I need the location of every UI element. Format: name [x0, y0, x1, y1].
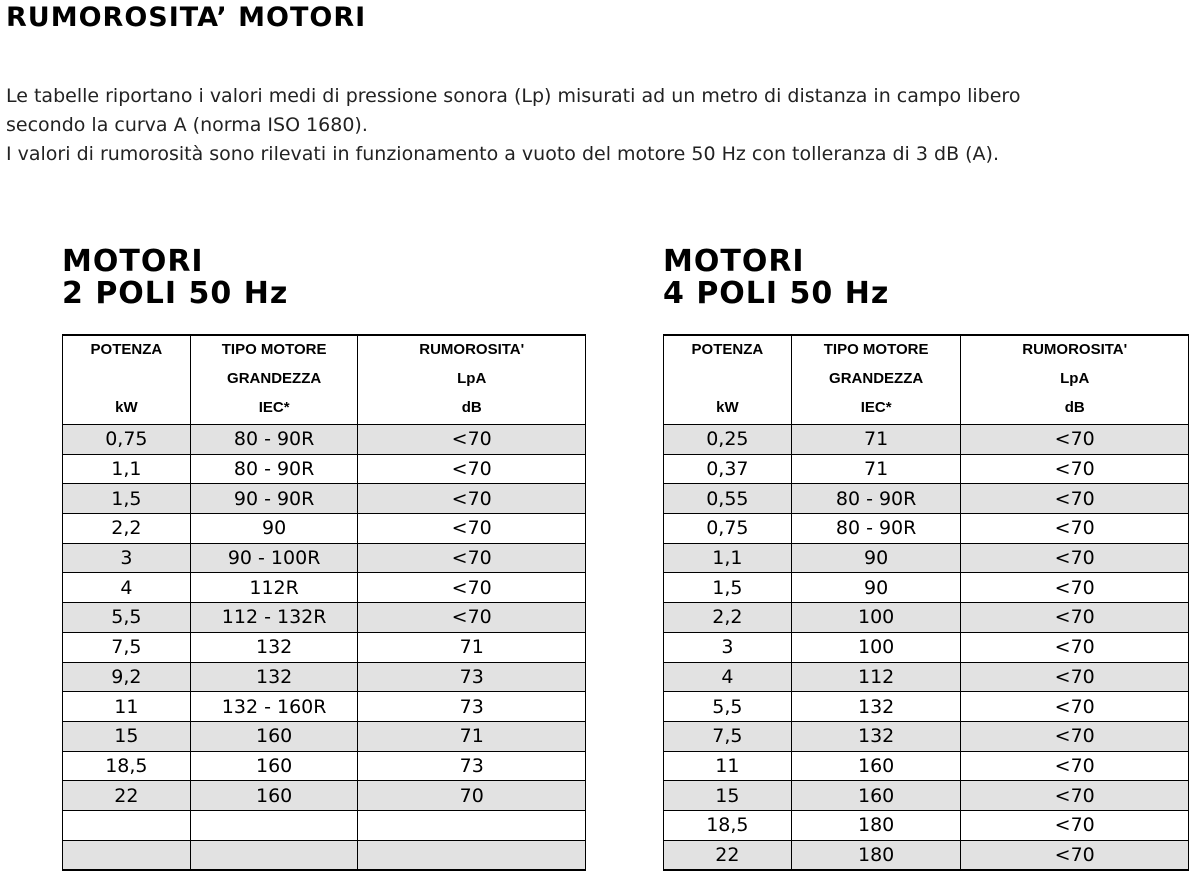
header-line: dB [461, 399, 482, 416]
section-title-line: 4 POLI 50 Hz [663, 276, 890, 311]
cell-noise: <70 [358, 425, 586, 455]
section-title-line: MOTORI [663, 244, 805, 279]
cell-noise: <70 [961, 692, 1189, 722]
header-noise [358, 335, 586, 425]
cell-power: 4 [664, 662, 792, 692]
section-title-line: MOTORI [62, 244, 204, 279]
header-line: GRANDEZZA [227, 370, 322, 387]
header-line: GRANDEZZA [829, 370, 924, 387]
cell-power: 0,37 [664, 454, 792, 484]
table-row [664, 425, 1189, 455]
section-title-line: 2 POLI 50 Hz [62, 276, 289, 311]
cell-noise: <70 [961, 425, 1189, 455]
cell-power [63, 810, 191, 840]
intro-text [6, 82, 1186, 169]
cell-power: 7,5 [63, 632, 191, 662]
header-line: TIPO MOTORE [221, 341, 327, 358]
cell-motor-type: 132 [190, 662, 358, 692]
header-line: LpA [1060, 370, 1090, 387]
header-line: TIPO MOTORE [823, 341, 929, 358]
cell-motor-type: 112R [190, 573, 358, 603]
cell-motor-type: 132 [190, 632, 358, 662]
cell-motor-type: 71 [791, 454, 961, 484]
table-body [63, 425, 586, 871]
cell-motor-type: 80 - 90R [791, 514, 961, 544]
table-row [63, 721, 586, 751]
table-row [63, 662, 586, 692]
cell-motor-type: 90 [791, 573, 961, 603]
cell-power: 15 [63, 721, 191, 751]
cell-noise: <70 [961, 662, 1189, 692]
cell-power: 1,5 [63, 484, 191, 514]
cell-motor-type: 132 - 160R [190, 692, 358, 722]
cell-power: 5,5 [63, 603, 191, 633]
header-line: POTENZA [90, 341, 163, 358]
cell-power: 1,5 [664, 573, 792, 603]
cell-noise: <70 [961, 751, 1189, 781]
cell-noise: <70 [961, 781, 1189, 811]
cell-motor-type: 132 [791, 692, 961, 722]
cell-noise: <70 [358, 573, 586, 603]
cell-noise: <70 [358, 454, 586, 484]
header-motor-type [791, 335, 961, 425]
table-row [664, 454, 1189, 484]
cell-noise: 73 [358, 662, 586, 692]
cell-power: 7,5 [664, 721, 792, 751]
cell-noise: <70 [961, 573, 1189, 603]
section-title [62, 246, 288, 310]
cell-power [63, 840, 191, 870]
table-row [664, 781, 1189, 811]
cell-power: 3 [63, 543, 191, 573]
cell-motor-type [190, 840, 358, 870]
header-line: dB [1064, 399, 1085, 416]
table-row [63, 603, 586, 633]
cell-power: 22 [664, 840, 792, 870]
cell-power: 0,25 [664, 425, 792, 455]
cell-power: 1,1 [63, 454, 191, 484]
cell-power: 11 [63, 692, 191, 722]
table-row [63, 514, 586, 544]
cell-noise: <70 [961, 810, 1189, 840]
table-header-row [664, 335, 1189, 425]
header-power [63, 335, 191, 425]
noise-table-2-poles [62, 334, 586, 871]
cell-motor-type: 160 [190, 721, 358, 751]
cell-motor-type: 160 [791, 751, 961, 781]
cell-power: 0,75 [664, 514, 792, 544]
cell-power: 2,2 [63, 514, 191, 544]
table-header-row [63, 335, 586, 425]
cell-motor-type: 80 - 90R [791, 484, 961, 514]
table-row [63, 632, 586, 662]
cell-noise: 71 [358, 721, 586, 751]
cell-noise: <70 [961, 543, 1189, 573]
cell-power: 1,1 [664, 543, 792, 573]
header-line: IEC* [860, 399, 892, 416]
cell-noise: <70 [358, 543, 586, 573]
cell-noise: 73 [358, 692, 586, 722]
header-line: kW [716, 399, 739, 416]
table-row [664, 840, 1189, 870]
header-line: RUMOROSITA' [419, 341, 525, 358]
table-row [664, 484, 1189, 514]
cell-noise: 73 [358, 751, 586, 781]
cell-noise: <70 [961, 603, 1189, 633]
cell-power: 5,5 [664, 692, 792, 722]
cell-power: 9,2 [63, 662, 191, 692]
table-body [664, 425, 1189, 871]
header-line [63, 365, 190, 394]
header-motor-type [190, 335, 358, 425]
cell-noise [358, 810, 586, 840]
cell-power: 3 [664, 632, 792, 662]
table-row [63, 425, 586, 455]
cell-motor-type [190, 810, 358, 840]
table-section-4-poles [663, 244, 1128, 866]
cell-noise: <70 [961, 484, 1189, 514]
cell-motor-type: 160 [791, 781, 961, 811]
cell-noise: <70 [961, 514, 1189, 544]
cell-noise: <70 [961, 721, 1189, 751]
table-row [63, 573, 586, 603]
cell-noise: <70 [358, 484, 586, 514]
cell-power: 0,75 [63, 425, 191, 455]
table-row [664, 543, 1189, 573]
cell-motor-type: 112 [791, 662, 961, 692]
table-row [664, 692, 1189, 722]
header-line: IEC* [258, 399, 290, 416]
header-line: RUMOROSITA' [1022, 341, 1128, 358]
intro-line: I valori di rumorosità sono rilevati in funzionamento a vuoto del motore 50 Hz con tolleranza di 3 dB (A). [6, 143, 1000, 165]
cell-noise: 70 [358, 781, 586, 811]
table-row [664, 573, 1189, 603]
cell-motor-type: 80 - 90R [190, 425, 358, 455]
cell-motor-type: 90 [791, 543, 961, 573]
cell-motor-type: 100 [791, 603, 961, 633]
cell-noise [358, 840, 586, 870]
header-line: kW [115, 399, 138, 416]
cell-motor-type: 100 [791, 632, 961, 662]
cell-noise: <70 [358, 603, 586, 633]
cell-motor-type: 160 [190, 781, 358, 811]
page-title: RUMOROSITA’ MOTORI [6, 2, 367, 33]
cell-power: 2,2 [664, 603, 792, 633]
cell-power: 22 [63, 781, 191, 811]
table-row [63, 543, 586, 573]
table-row [63, 484, 586, 514]
intro-line: Le tabelle riportano i valori medi di pressione sonora (Lp) misurati ad un metro di distanza in campo libero [6, 85, 1021, 107]
cell-power: 11 [664, 751, 792, 781]
cell-power: 18,5 [63, 751, 191, 781]
header-noise [961, 335, 1189, 425]
cell-motor-type: 90 - 100R [190, 543, 358, 573]
table-row [63, 454, 586, 484]
cell-noise: <70 [961, 632, 1189, 662]
table-row [63, 840, 586, 870]
cell-motor-type: 132 [791, 721, 961, 751]
cell-noise: <70 [961, 840, 1189, 870]
table-row [63, 751, 586, 781]
table-row [664, 632, 1189, 662]
table-section-2-poles [62, 244, 525, 807]
table-row [664, 662, 1189, 692]
noise-table-4-poles [663, 334, 1189, 871]
cell-motor-type: 180 [791, 810, 961, 840]
table-row [664, 514, 1189, 544]
table-row [664, 603, 1189, 633]
cell-power: 4 [63, 573, 191, 603]
table-row [63, 781, 586, 811]
cell-motor-type: 80 - 90R [190, 454, 358, 484]
intro-line: secondo la curva A (norma ISO 1680). [6, 114, 368, 136]
table-row [664, 751, 1189, 781]
header-power [664, 335, 792, 425]
header-line [664, 365, 791, 394]
cell-noise: <70 [961, 454, 1189, 484]
header-line: POTENZA [691, 341, 764, 358]
header-line: LpA [457, 370, 487, 387]
cell-noise: 71 [358, 632, 586, 662]
table-row [63, 692, 586, 722]
cell-noise: <70 [358, 514, 586, 544]
cell-motor-type: 112 - 132R [190, 603, 358, 633]
cell-motor-type: 90 - 90R [190, 484, 358, 514]
cell-power: 15 [664, 781, 792, 811]
cell-power: 18,5 [664, 810, 792, 840]
cell-motor-type: 160 [190, 751, 358, 781]
section-title [663, 246, 889, 310]
cell-motor-type: 71 [791, 425, 961, 455]
cell-power: 0,55 [664, 484, 792, 514]
table-row [664, 721, 1189, 751]
table-row [63, 810, 586, 840]
cell-motor-type: 90 [190, 514, 358, 544]
table-row [664, 810, 1189, 840]
cell-motor-type: 180 [791, 840, 961, 870]
